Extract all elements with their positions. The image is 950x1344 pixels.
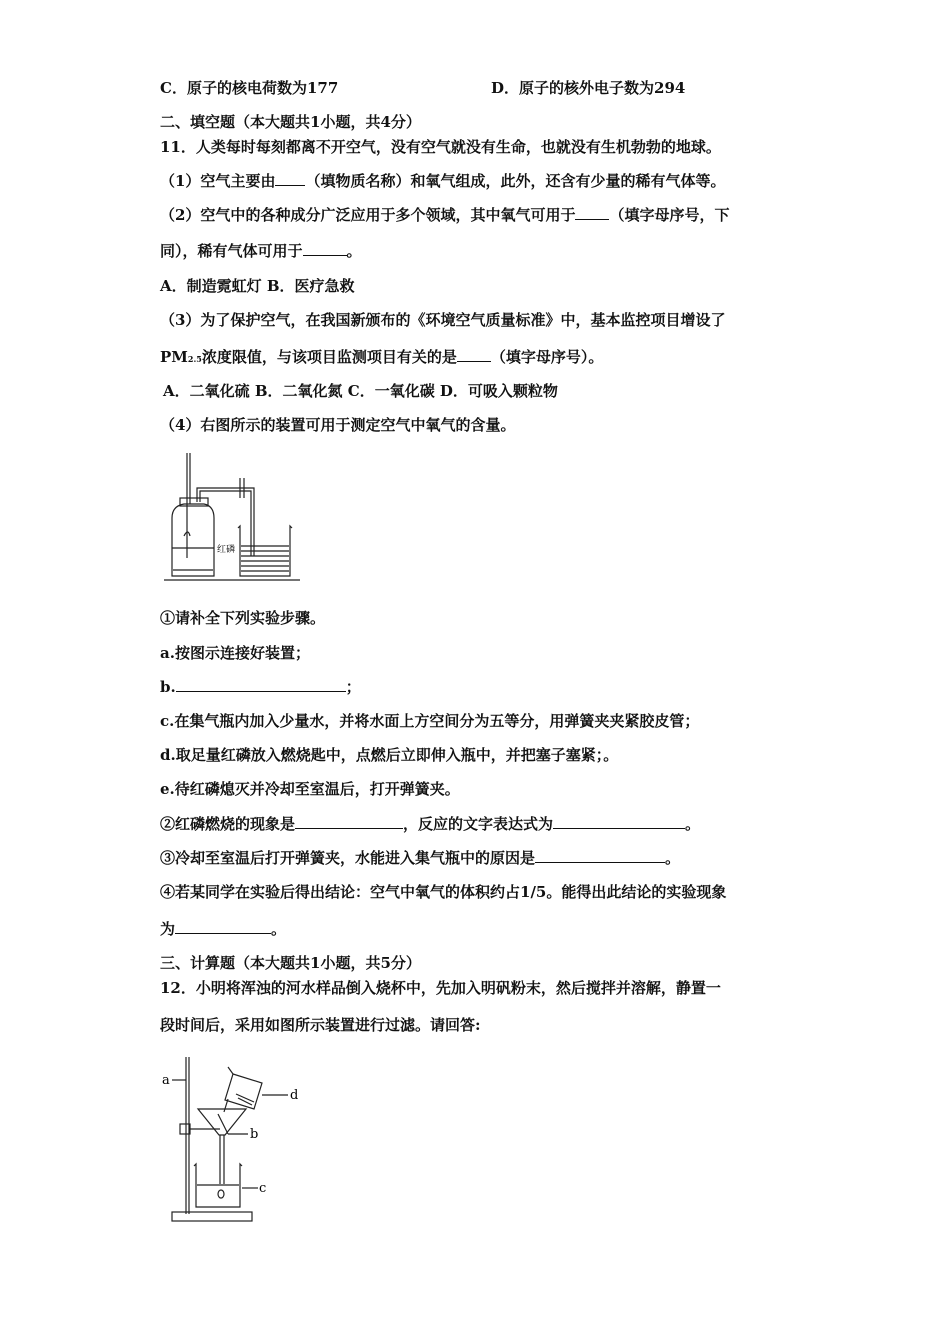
answer-blank[interactable] [295, 814, 403, 829]
step-4-b: 为 [160, 920, 176, 938]
option-c: C．原子的核电荷数为177 [160, 79, 339, 97]
step-e: e.待红磷熄灭并冷却至室温后，打开弹簧夹。 [160, 780, 460, 798]
step-d: d.取足量红磷放入燃烧匙中，点燃后立即伸入瓶中，并把塞子塞紧；。 [160, 746, 619, 764]
step-2-a: ②红磷燃烧的现象是 [160, 815, 296, 833]
label-a: a [162, 1073, 170, 1088]
q11-part3-c: （填字母序号）。 [490, 348, 604, 366]
step-c: c.在集气瓶内加入少量水，并将水面上方空间分为五等分，用弹簧夹夹紧胶皮管； [160, 712, 700, 730]
q11-part1 [160, 171, 725, 191]
q11-part2-b: （填字母序号，下 [609, 206, 730, 224]
q12-line1: 12．小明将浑浊的河水样品倒入烧杯中，先加入明矾粉末，然后搅拌并溶解，静置一 [160, 979, 721, 997]
step-2 [160, 814, 700, 834]
step-4-c: 。 [271, 920, 287, 938]
q11-part3-options: A．二氧化硫 B．二氧化氮 C．一氧化碳 D．可吸入颗粒物 [163, 382, 558, 400]
step-3-a: ③冷却至室温后打开弹簧夹，水能进入集气瓶中的原因是 [160, 849, 536, 867]
step-b-b: ； [345, 678, 361, 696]
filtration-apparatus-figure [158, 1052, 308, 1227]
q11-part2-d: 。 [346, 242, 362, 260]
q12-line2: 段时间后，采用如图所示装置进行过滤。请回答: [160, 1016, 481, 1034]
q11-part1-b: （填物质名称）和氧气组成，此外，还含有少量的稀有气体等。 [305, 172, 726, 190]
q11-part2-cont [160, 241, 362, 261]
step-3-b: 。 [665, 849, 681, 867]
q11-part2-c: 同），稀有气体可用于 [160, 242, 303, 260]
section3-title: 三、计算题（本大题共1小题，共5分） [160, 954, 421, 972]
answer-blank[interactable] [553, 814, 685, 829]
step-4-cont [160, 919, 286, 939]
answer-blank[interactable] [303, 241, 347, 256]
label-c: c [259, 1181, 267, 1196]
pm-subscript: 2.5 [187, 354, 202, 364]
answer-blank[interactable] [175, 919, 271, 934]
step-2-c: 。 [685, 815, 701, 833]
step-3 [160, 848, 680, 868]
step-b [160, 677, 361, 697]
step-1: ①请补全下列实验步骤。 [160, 609, 326, 627]
q11-part2-options: A．制造霓虹灯 B．医疗急救 [160, 277, 355, 295]
section2-title: 二、填空题（本大题共1小题，共4分） [160, 113, 421, 131]
step-4: ④若某同学在实验后得出结论：空气中氧气的体积约占1/5。能得出此结论的实验现象 [160, 883, 727, 901]
answer-blank[interactable] [176, 677, 346, 692]
q11-part3-cont [160, 347, 603, 369]
q11-part2-a: （2）空气中的各种成分广泛应用于多个领域，其中氧气可用于 [160, 206, 576, 224]
label-b: b [250, 1127, 259, 1142]
q11-part4: （4）右图所示的装置可用于测定空气中氧气的含量。 [160, 416, 516, 434]
answer-blank[interactable] [535, 848, 665, 863]
step-b-a: b. [160, 678, 176, 696]
red-phosphorus-label: 红磷 [217, 545, 236, 555]
q11-part3: （3）为了保护空气，在我国新颁布的《环境空气质量标准》中，基本监控项目增设了 [160, 311, 726, 329]
q11-part2 [160, 205, 729, 225]
option-d: D．原子的核外电子数为294 [491, 79, 686, 97]
label-d: d [290, 1088, 299, 1103]
q11-part3-b: 浓度限值，与该项目监测项目有关的是 [201, 348, 457, 366]
q11-intro: 11．人类每时每刻都离不开空气，没有空气就没有生命，也就没有生机勃勃的地球。 [160, 138, 721, 156]
step-2-b: ，反应的文字表达式为 [403, 815, 554, 833]
answer-blank[interactable] [275, 171, 305, 186]
pm-label: PM [160, 348, 188, 366]
answer-blank[interactable] [575, 205, 609, 220]
oxygen-apparatus-figure [162, 448, 302, 583]
q11-part1-a: （1）空气主要由 [160, 172, 276, 190]
step-a: a.按图示连接好装置； [160, 644, 310, 662]
answer-blank[interactable] [457, 347, 491, 362]
